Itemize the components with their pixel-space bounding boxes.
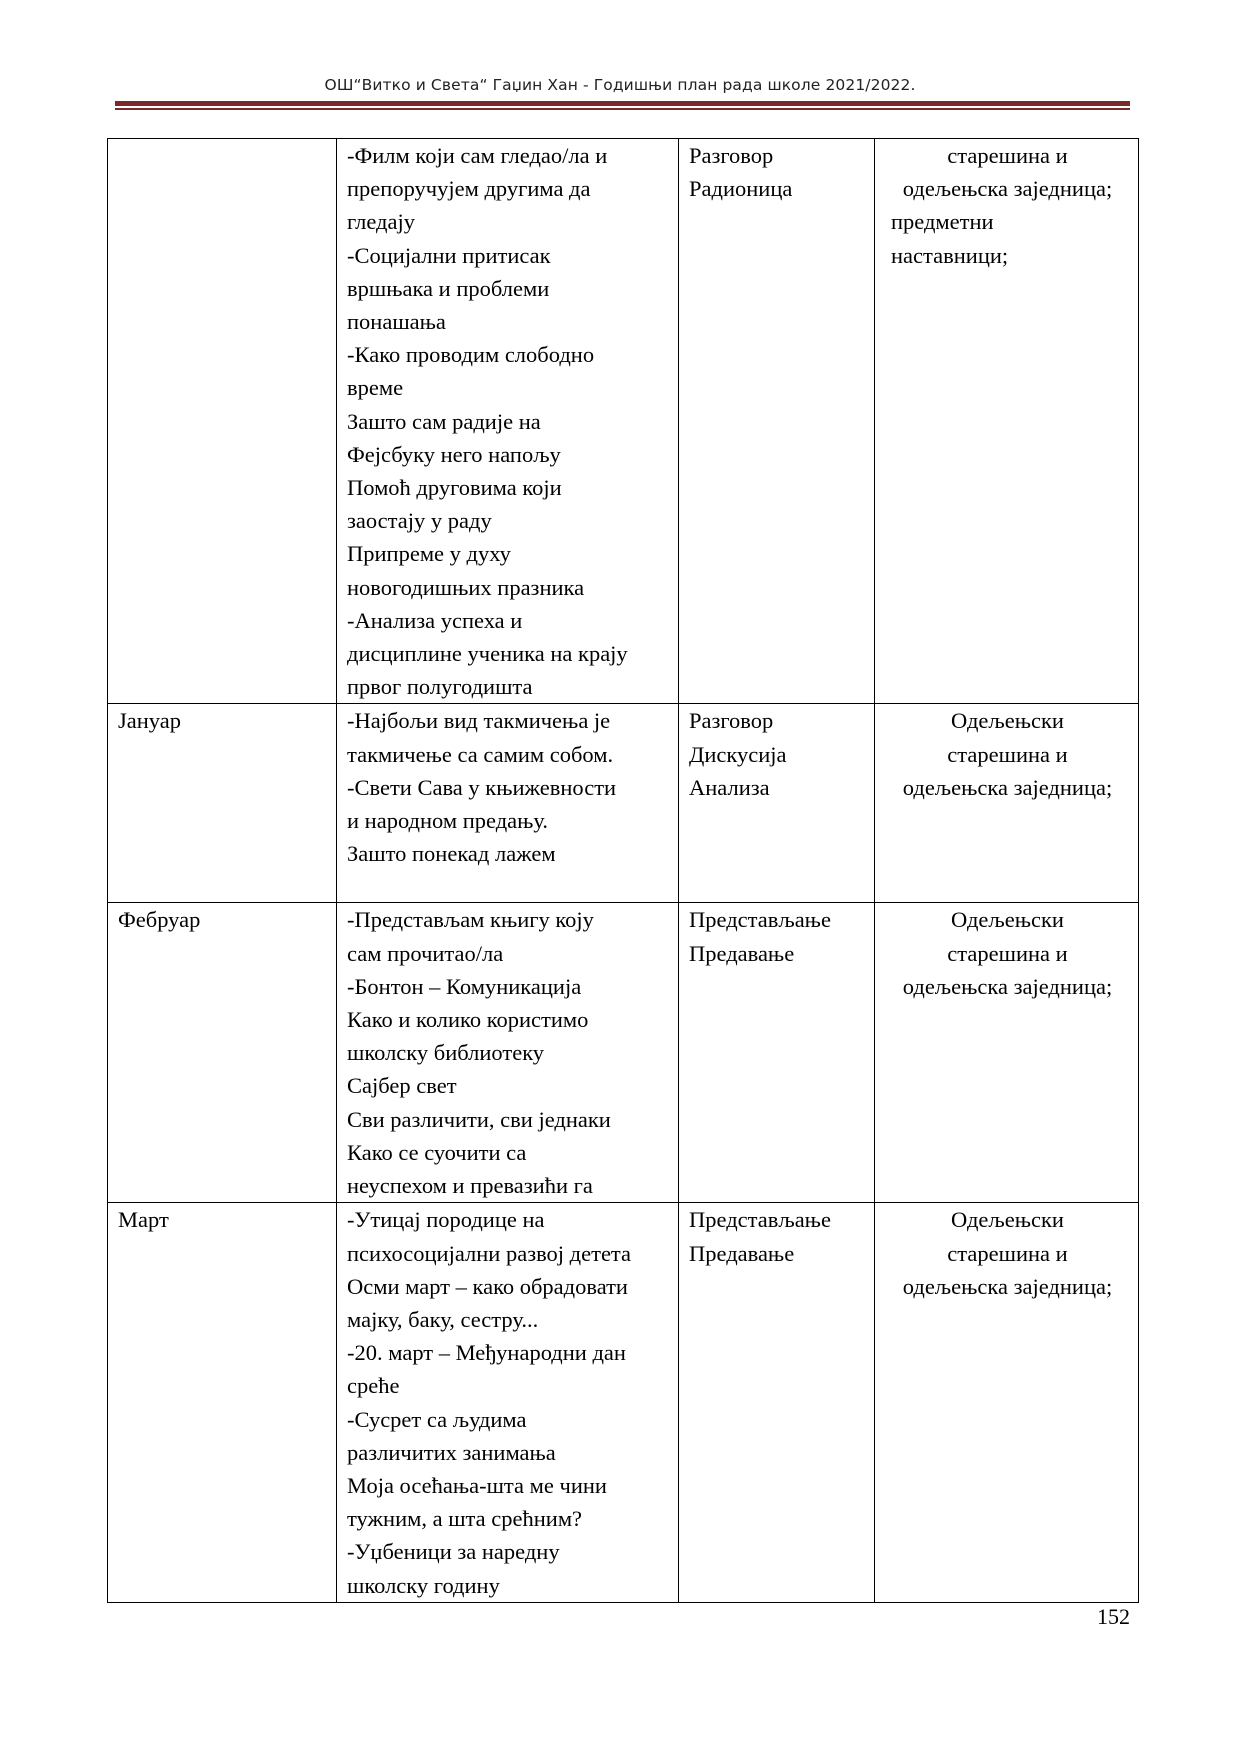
month-cell: Март (108, 1203, 337, 1602)
topic-line: -20. март – Међународни дан (347, 1340, 626, 1366)
methods-cell (679, 704, 875, 903)
topic-line: -Бонтон – Комуникација (347, 973, 582, 999)
topic-line: понашања (347, 309, 446, 335)
responsible-line: старешина и (947, 741, 1068, 767)
month-cell (108, 139, 337, 704)
responsible-line: старешина и (947, 143, 1068, 168)
topic-line: -Филм који сам гледао/ла и (347, 143, 608, 168)
topic-line: различитих занимања (347, 1439, 556, 1465)
topic-line: мајку, баку, сестру... (347, 1307, 539, 1333)
table-row (108, 139, 1139, 704)
topic-line: Зашто понекад лажем (347, 841, 556, 867)
topic-line: првог полугодишта (347, 674, 533, 700)
methods-cell (679, 1203, 875, 1602)
responsible-line: одељењска заједница; (902, 176, 1113, 202)
responsible-line: наставници; (891, 242, 1009, 268)
responsible-line: одељењска заједница; (902, 774, 1113, 800)
topic-line: Осми март – како обрадовати (347, 1273, 628, 1299)
topic-line: вршњака и проблеми (347, 275, 550, 301)
topic-line: препоручујем другима да (347, 176, 591, 202)
plan-table (107, 138, 1139, 1603)
responsible-line: Одељењски (951, 708, 1064, 734)
topic-line: школску годину (347, 1572, 500, 1598)
topic-line: новогодишњих празника (347, 574, 585, 600)
responsible-cell (875, 903, 1139, 1203)
methods-cell (679, 903, 875, 1203)
topic-line: неуспехом и превазићи га (347, 1173, 593, 1199)
topic-line: Зашто сам радије на (347, 408, 541, 434)
topics-cell (337, 903, 679, 1203)
responsible-line: одељењска заједница; (902, 1273, 1113, 1299)
table-row (108, 903, 1139, 1203)
topic-line: -Представљам књигу коју (347, 907, 594, 933)
topic-line: сам прочитао/ла (347, 940, 504, 966)
method-line: Представљање (689, 907, 831, 933)
topic-line: Како се суочити са (347, 1139, 527, 1165)
topics-cell (337, 1203, 679, 1602)
methods-cell (679, 139, 875, 704)
topic-line: такмичење са самим собом. (347, 741, 614, 767)
method-line: Радионица (689, 176, 793, 202)
topic-line: Како и колико користимо (347, 1007, 589, 1033)
topic-line: -Сусрет са људима (347, 1406, 527, 1432)
header-rule-thin (115, 108, 1130, 110)
method-line: Анализа (689, 774, 770, 800)
topic-line: тужним, а шта срећним? (347, 1506, 583, 1532)
topic-line: Помоћ друговима који (347, 475, 562, 501)
method-line: Предавање (689, 1240, 795, 1266)
topics-cell (337, 139, 679, 704)
topic-line: -Уџбеници за наредну (347, 1539, 560, 1565)
responsible-line: предметни (891, 209, 994, 235)
running-header: ОШ“Витко и Света“ Гаџин Хан - Годишњи план рада школе 2021/2022. (324, 76, 916, 94)
topic-line: Сви различити, сви једнаки (347, 1106, 611, 1132)
topic-line: психосоцијални развој детета (347, 1240, 632, 1266)
month-cell: Фебруар (108, 903, 337, 1203)
responsible-cell (875, 139, 1139, 704)
topic-line: гледају (347, 209, 415, 235)
topic-line: Припреме у духу (347, 541, 511, 567)
responsible-cell (875, 1203, 1139, 1602)
responsible-line: Одељењски (951, 1207, 1064, 1233)
topic-line: -Свети Сава у књижевности (347, 774, 617, 800)
topic-line: школску библиотеку (347, 1040, 545, 1066)
topics-cell (337, 704, 679, 903)
topic-line: -Утицај породице на (347, 1207, 545, 1233)
responsible-line: Одељењски (951, 907, 1064, 933)
topic-line: -Најбољи вид такмичења је (347, 708, 611, 734)
topic-line: -Како проводим слободно (347, 342, 595, 368)
topic-line: и народном предању. (347, 808, 549, 834)
responsible-cell (875, 704, 1139, 903)
method-line: Предавање (689, 940, 795, 966)
method-line: Дискусија (689, 741, 787, 767)
topic-line: среће (347, 1373, 400, 1399)
responsible-line: старешина и (947, 1240, 1068, 1266)
topic-line: -Анализа успеха и (347, 607, 523, 633)
method-line: Разговор (689, 143, 774, 168)
method-line: Представљање (689, 1207, 831, 1233)
responsible-line: одељењска заједница; (902, 973, 1113, 999)
table-row (108, 704, 1139, 903)
table-row (108, 1203, 1139, 1602)
header-rule-thick (115, 101, 1130, 106)
topic-line: дисциплине ученика на крају (347, 641, 628, 667)
responsible-line: старешина и (947, 940, 1068, 966)
topic-line: -Социјални притисак (347, 242, 551, 268)
month-cell: Јануар (108, 704, 337, 903)
topic-line: Моја осећања-шта ме чини (347, 1473, 607, 1499)
topic-line: заостају у раду (347, 508, 492, 534)
topic-line: Сајбер свет (347, 1073, 457, 1099)
method-line: Разговор (689, 708, 774, 734)
topic-line: Фејсбуку него напољу (347, 441, 561, 467)
topic-line: време (347, 375, 404, 401)
page-number: 152 (1097, 1604, 1130, 1629)
